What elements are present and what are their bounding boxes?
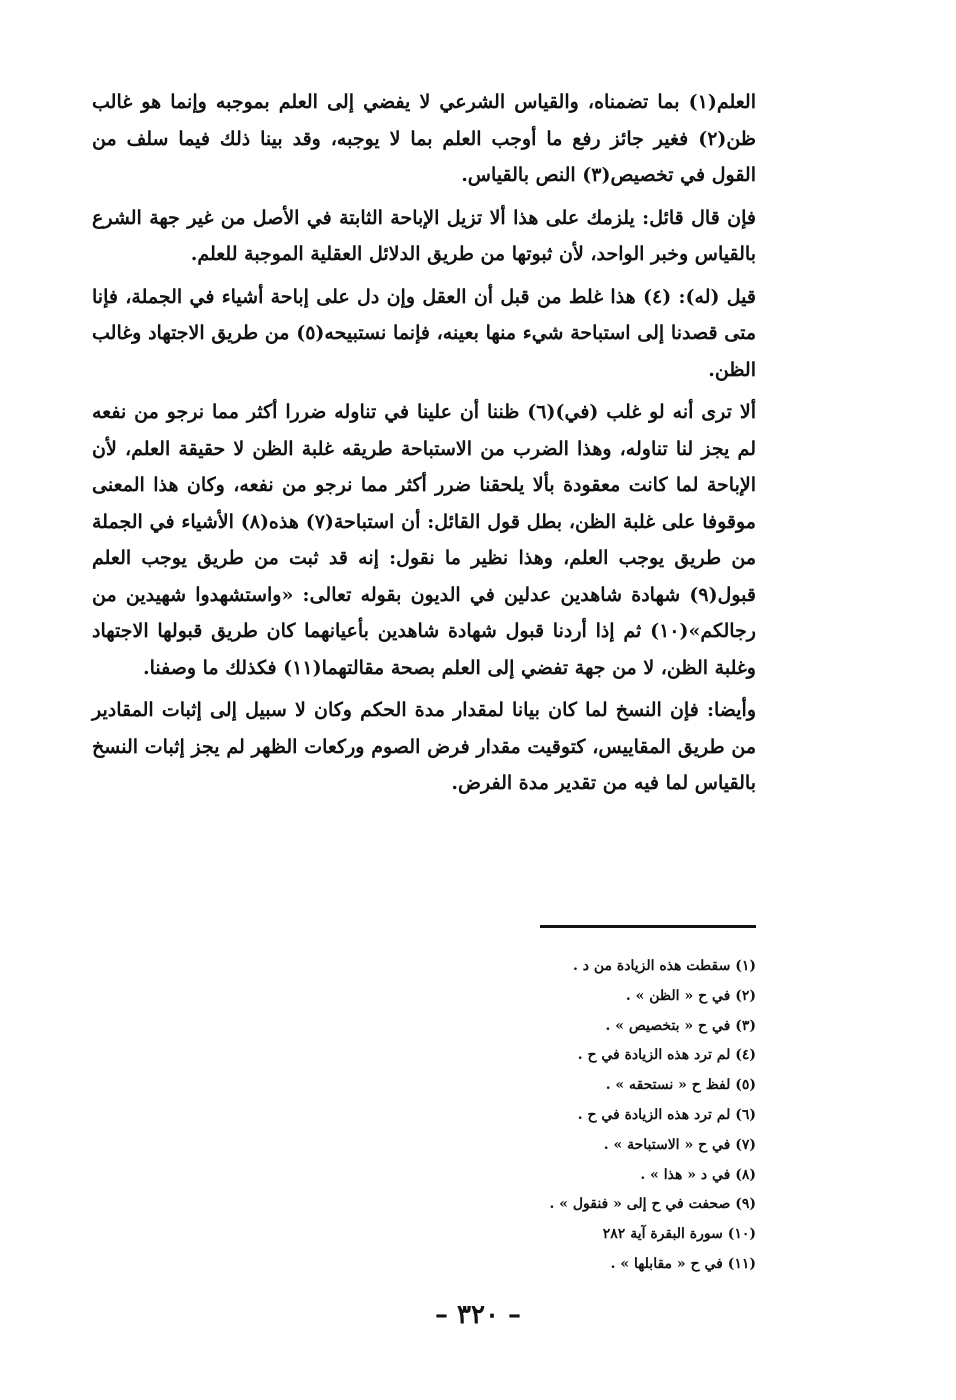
footnote-11: (١١) في ح « مقابلها » . <box>610 1255 756 1272</box>
footnote-7: (٧) في ح « الاستباحة » . <box>603 1136 756 1153</box>
footnote-5: (٥) لفظ ح « نستحقه » . <box>605 1077 756 1094</box>
paragraph-3: قيل (له): (٤) هذا غلط من قبل أن العقل وإن دل على إباحة أشياء في الجملة، فإنا متى قصدنا إلى استباحة شيء منها بعينه، فإنما نستبيحه(٥) من طريق الاجتهاد وغالب الظن. <box>92 285 756 381</box>
footnote-10: (١٠) سورة البقرة آية ٢٨٢ <box>602 1226 756 1243</box>
footnote-4: (٤) لم ترد هذه الزيادة في ح . <box>577 1047 756 1064</box>
paragraph-2: فإن قال قائل: يلزمك على هذا ألا تزيل الإباحة الثابتة في الأصل من غير جهة الشرع بالقياس وخبر الواحد، لأن ثبوتها من طريق الدلائل العقلية الموجبة للعلم. <box>92 206 756 265</box>
footnote-3: (٣) في ح « بتخصيص » . <box>605 1017 756 1034</box>
paragraph-5: وأيضا: فإن النسخ لما كان بيانا لمقدار مدة الحكم وكان لا سبيل إلى إثبات المقادير من طريق المقاييس، كتوقيت مقدار فرض الصوم وركعات الظهر لم يجز إثبات النسخ بالقياس لما فيه من تقدير مدة الفرض. <box>92 699 756 794</box>
footnote-divider <box>540 925 756 928</box>
footnote-9: (٩) صحفت في ح إلى « فنقول » . <box>549 1196 756 1213</box>
footnote-6: (٦) لم ترد هذه الزيادة في ح . <box>577 1106 756 1123</box>
footnote-2: (٢) في ح « الظن » . <box>625 987 756 1004</box>
main-text <box>92 84 756 808</box>
paragraph-1: العلم(١) بما تضمناه، والقياس الشرعي لا يفضي إلى العلم بموجبه وإنما هو غالب ظن(٢) فغير جائز رفع ما أوجب العلم بما لا يوجبه، وقد بينا ذلك فيما سلف من القول في تخصيص(٣) النص بالقياس. <box>92 91 756 186</box>
footnote-1: (١) سقطت هذه الزيادة من د . <box>572 958 756 974</box>
page-number: – ٣٢٠ – <box>434 1300 522 1330</box>
paragraph-4: ألا ترى أنه لو غلب (في)(٦) ظننا أن علينا في تناوله ضررا أكثر مما نرجو من نفعه لم يجز لنا تناوله، وهذا الضرب من الاستباحة طريقه غلبة الظن لا حقيقة العلم، لأن الإباحة لما كانت معقودة بألا يلحقنا ضرر أكثر مما نرجو من نفعه، وكان هذا المعنى موقوفا على غلبة الظن، بطل قول القائل: أن استباحة(٧) هذه(٨) الأشياء في الجملة من طريق يوجب العلم، وهذا نظير ما نقول: إنه قد ثبت من طريق يوجب العلم قبول(٩) شهادة شاهدين عدلين في الديون بقوله تعالى: «واستشهدوا شهيدين من رجالكم»(١٠) ثم إذا أردنا قبول شهادة شاهدين بأعيانهما كان طريق قبولها الاجتهاد وغلبة الظن، لا من جهة تفضي إلى العلم بصحة مقالتهما(١١) فكذلك ما وصفنا. <box>92 401 756 679</box>
footnote-8: (٨) في د « هذا » . <box>640 1166 756 1183</box>
footnotes <box>456 952 756 1280</box>
